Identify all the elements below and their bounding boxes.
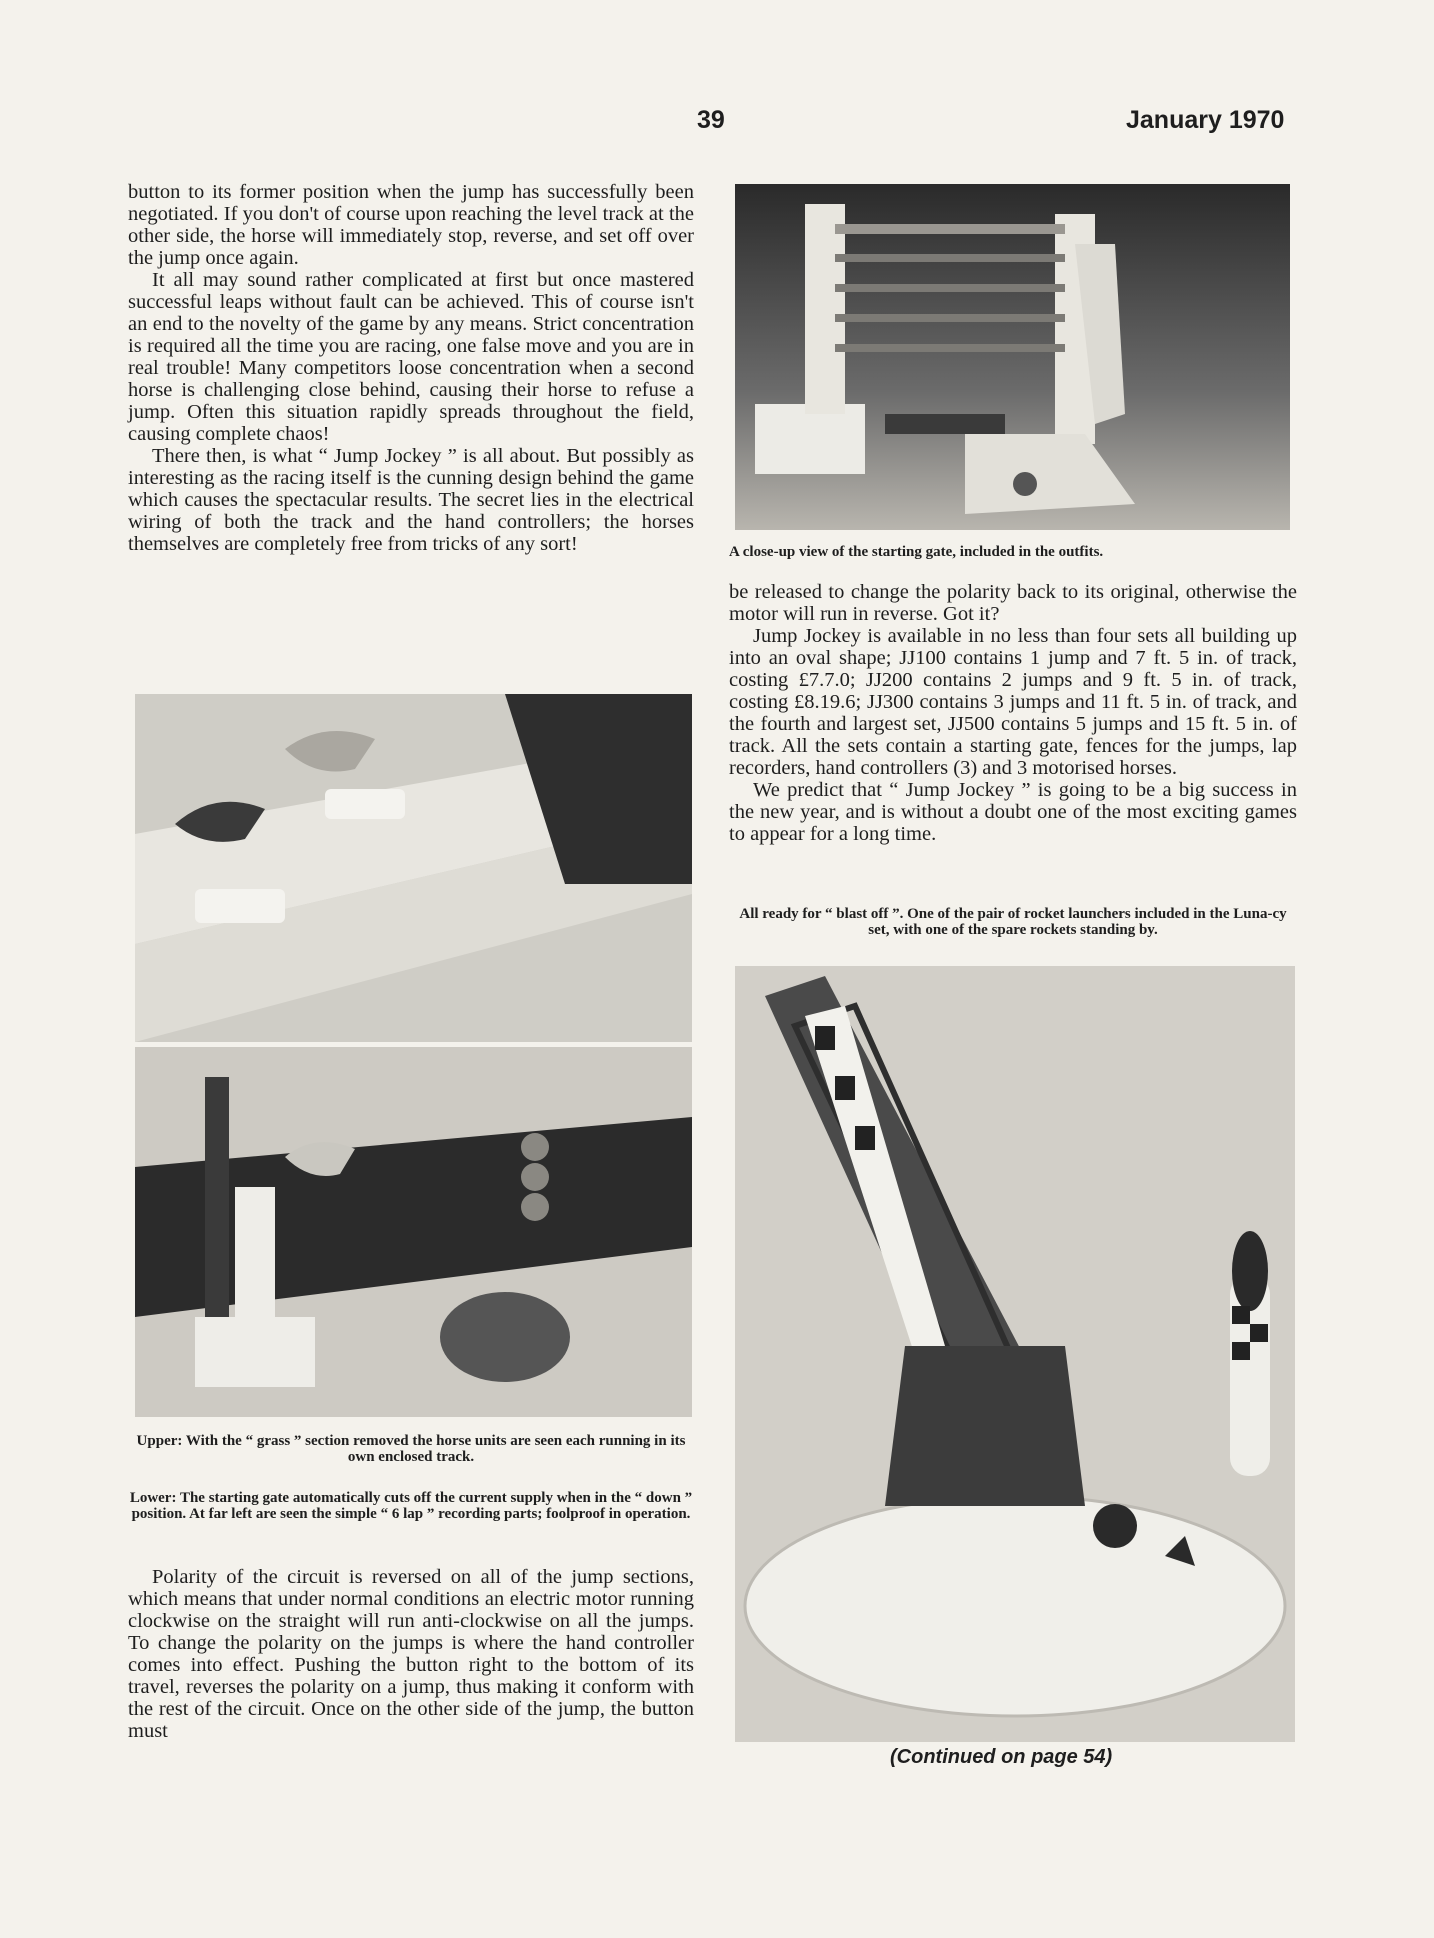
continued-note: (Continued on page 54) [890,1746,1113,1768]
caption-lower-photo: Lower: The starting gate automatically cuts off the current supply when in the “ down ” position. At far left are seen the simple “ 6 lap ” recording parts; foolproof in operation. [129,1490,693,1522]
paragraph: We predict that “ Jump Jockey ” is going to be a big success in the new year, and is without a doubt one of the most exciting games to appear for a long time. [729,779,1297,845]
upper-track-photo [135,694,692,1042]
page-number: 39 [697,106,725,134]
starting-gate-photo [735,184,1290,530]
lower-track-photo [135,1047,692,1417]
right-column-text [729,581,1297,845]
left-column-top-text [128,181,694,555]
caption-upper-photo: Upper: With the “ grass ” section removed the horse units are seen each running in its own enclosed track. [136,1433,686,1465]
paragraph: There then, is what “ Jump Jockey ” is all about. But possibly as interesting as the racing itself is the cunning design behind the game which causes the spectacular results. The secret lies in the electrical wiring of both the track and the hand controllers; the horses themselves are completely free from tricks of any sort! [128,445,694,555]
caption-rocket-launcher: All ready for “ blast off ”. One of the pair of rocket launchers included in the Luna-cy set, with one of the spare rockets standing by. [739,906,1287,938]
paragraph: It all may sound rather complicated at first but once mastered successful leaps without fault can be achieved. This of course isn't an end to the novelty of the game by any means. Strict concentration is required all the time you are racing, one false move and you are in real trouble! Many competitors loose concentration when a second horse is challenging close behind, causing their horse to refuse a jump. Often this situation rapidly spreads throughout the field, causing complete chaos! [128,269,694,445]
caption-starting-gate: A close-up view of the starting gate, included in the outfits. [729,544,1104,560]
paragraph: Jump Jockey is available in no less than four sets all building up into an oval shape; JJ100 contains 1 jump and 7 ft. 5 in. of track, costing £7.7.0; JJ200 contains 2 jumps and 9 ft. 5 in. of track, costing £8.19.6; JJ300 contains 3 jumps and 11 ft. 5 in. of track, and the fourth and largest set, JJ500 contains 5 jumps and 15 ft. 5 in. of track. All the sets contain a starting gate, fences for the jumps, lap recorders, hand controllers (3) and 3 motorised horses. [729,625,1297,779]
issue-date: January 1970 [1126,106,1285,134]
rocket-launcher-photo [735,966,1295,1742]
paragraph: be released to change the polarity back to its original, otherwise the motor will run in reverse. Got it? [729,581,1297,625]
left-column-bottom-text [128,1566,694,1742]
paragraph: Polarity of the circuit is reversed on all of the jump sections, which means that under normal conditions an electric motor running clockwise on the straight will run anti-clockwise on all the jumps. To change the polarity on the jumps is where the hand controller comes into effect. Pushing the button right to the bottom of its travel, reverses the polarity on a jump, thus making it conform with the rest of the circuit. Once on the other side of the jump, the button must [128,1566,694,1742]
paragraph: button to its former position when the jump has successfully been negotiated. If you don't of course upon reaching the level track at the other side, the horse will immediately stop, reverse, and set off over the jump once again. [128,181,694,269]
